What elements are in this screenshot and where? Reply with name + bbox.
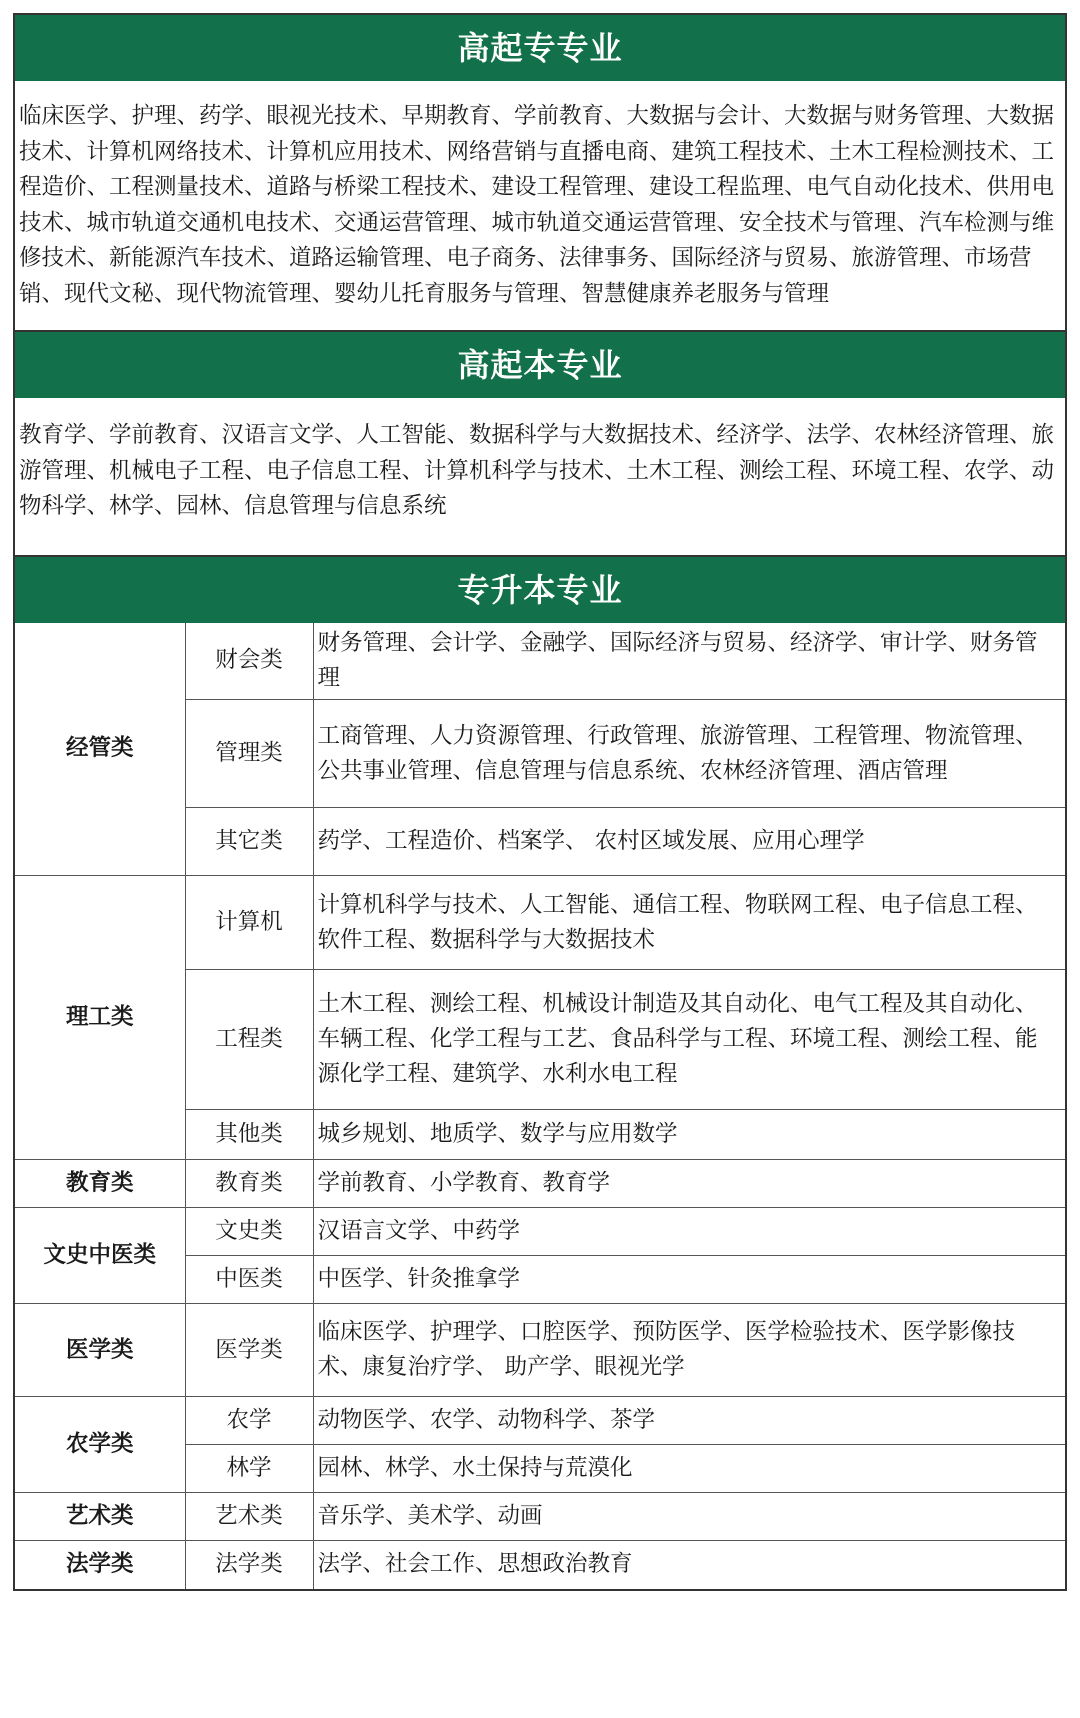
section-title-upgrade: 专升本专业 — [15, 557, 1065, 623]
category-cell: 文史中医类 — [15, 1208, 185, 1304]
category-cell: 农学类 — [15, 1397, 185, 1493]
majors-cell: 城乡规划、地质学、数学与应用数学 — [313, 1110, 1065, 1160]
upgrade-majors-table — [15, 623, 1065, 1589]
majors-cell: 中医学、针灸推拿学 — [313, 1256, 1065, 1304]
subcategory-cell: 农学 — [185, 1397, 313, 1445]
category-cell: 经管类 — [15, 623, 185, 876]
subcategory-cell: 其他类 — [185, 1110, 313, 1160]
table-row — [15, 1397, 1065, 1445]
table-row — [15, 1160, 1065, 1208]
majors-cell: 财务管理、会计学、金融学、国际经济与贸易、经济学、审计学、财务管理 — [313, 623, 1065, 700]
table-row — [15, 1493, 1065, 1541]
majors-cell: 临床医学、护理学、口腔医学、预防医学、医学检验技术、医学影像技术、康复治疗学、 助产学、眼视光学 — [313, 1304, 1065, 1397]
majors-cell: 工商管理、人力资源管理、行政管理、旅游管理、工程管理、物流管理、公共事业管理、信息管理与信息系统、农林经济管理、酒店管理 — [313, 700, 1065, 808]
table-row — [15, 1208, 1065, 1256]
majors-cell: 汉语言文学、中药学 — [313, 1208, 1065, 1256]
section-title-junior-college: 高起专专业 — [15, 15, 1065, 81]
majors-cell: 动物医学、农学、动物科学、茶学 — [313, 1397, 1065, 1445]
section-title-bachelor: 高起本专业 — [15, 332, 1065, 398]
subcategory-cell: 其它类 — [185, 808, 313, 876]
majors-cell: 学前教育、小学教育、教育学 — [313, 1160, 1065, 1208]
table-row — [15, 876, 1065, 970]
subcategory-cell: 管理类 — [185, 700, 313, 808]
category-cell: 艺术类 — [15, 1493, 185, 1541]
subcategory-cell: 林学 — [185, 1445, 313, 1493]
bachelor-majors-text: 教育学、学前教育、汉语言文学、人工智能、数据科学与大数据技术、经济学、法学、农林经济管理、旅游管理、机械电子工程、电子信息工程、计算机科学与技术、土木工程、测绘工程、环境工程、农学、动物科学、林学、园林、信息管理与信息系统 — [15, 398, 1065, 557]
majors-cell: 药学、工程造价、档案学、 农村区域发展、应用心理学 — [313, 808, 1065, 876]
majors-sheet — [13, 13, 1067, 1591]
category-cell: 教育类 — [15, 1160, 185, 1208]
table-row — [15, 623, 1065, 700]
table-row — [15, 1304, 1065, 1397]
majors-cell: 园林、林学、水土保持与荒漠化 — [313, 1445, 1065, 1493]
table-row — [15, 1541, 1065, 1589]
category-cell: 法学类 — [15, 1541, 185, 1589]
subcategory-cell: 文史类 — [185, 1208, 313, 1256]
majors-cell: 计算机科学与技术、人工智能、通信工程、物联网工程、电子信息工程、软件工程、数据科学与大数据技术 — [313, 876, 1065, 970]
subcategory-cell: 教育类 — [185, 1160, 313, 1208]
subcategory-cell: 计算机 — [185, 876, 313, 970]
junior-college-majors-text: 临床医学、护理、药学、眼视光技术、早期教育、学前教育、大数据与会计、大数据与财务管理、大数据技术、计算机网络技术、计算机应用技术、网络营销与直播电商、建筑工程技术、土木工程检测技术、工程造价、工程测量技术、道路与桥梁工程技术、建设工程管理、建设工程监理、电气自动化技术、供用电技术、城市轨道交通机电技术、交通运营管理、城市轨道交通运营管理、安全技术与管理、汽车检测与维修技术、新能源汽车技术、道路运输管理、电子商务、法律事务、国际经济与贸易、旅游管理、市场营销、现代文秘、现代物流管理、婴幼儿托育服务与管理、智慧健康养老服务与管理 — [15, 81, 1065, 332]
subcategory-cell: 财会类 — [185, 623, 313, 700]
subcategory-cell: 工程类 — [185, 970, 313, 1110]
subcategory-cell: 中医类 — [185, 1256, 313, 1304]
subcategory-cell: 艺术类 — [185, 1493, 313, 1541]
subcategory-cell: 法学类 — [185, 1541, 313, 1589]
majors-cell: 土木工程、测绘工程、机械设计制造及其自动化、电气工程及其自动化、车辆工程、化学工程与工艺、食品科学与工程、环境工程、测绘工程、能源化学工程、建筑学、水利水电工程 — [313, 970, 1065, 1110]
majors-cell: 法学、社会工作、思想政治教育 — [313, 1541, 1065, 1589]
category-cell: 理工类 — [15, 876, 185, 1160]
subcategory-cell: 医学类 — [185, 1304, 313, 1397]
category-cell: 医学类 — [15, 1304, 185, 1397]
majors-cell: 音乐学、美术学、动画 — [313, 1493, 1065, 1541]
